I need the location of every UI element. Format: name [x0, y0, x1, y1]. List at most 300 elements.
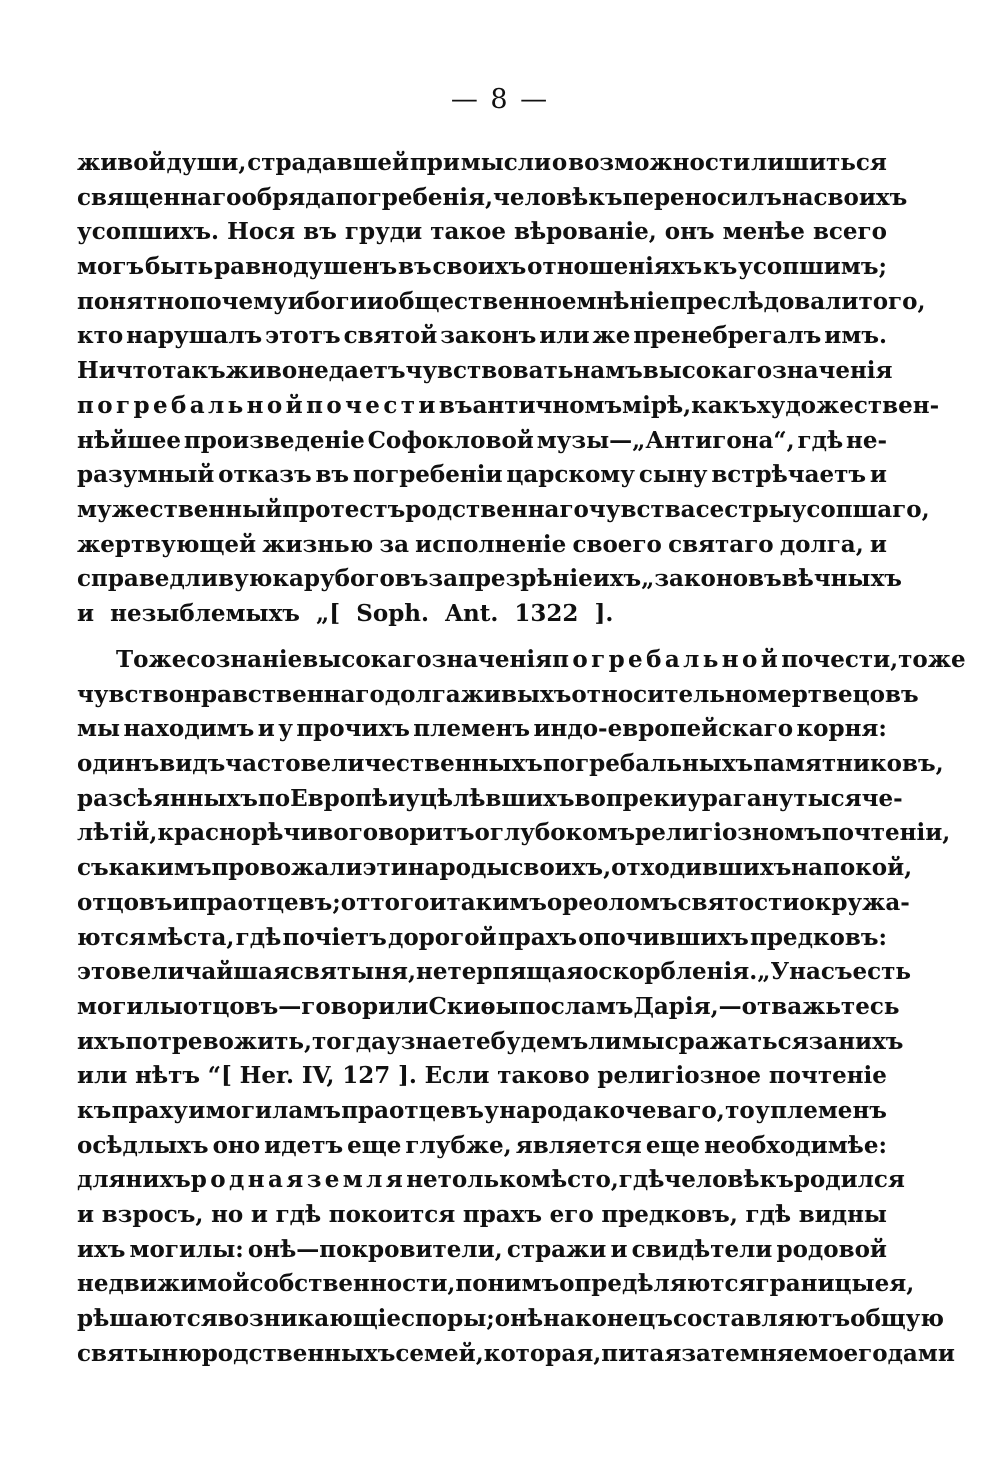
word: значенія	[772, 357, 893, 385]
word: которая,	[483, 1339, 602, 1367]
word: сражаться	[664, 1027, 809, 1055]
word: у	[484, 1096, 499, 1124]
text-line	[77, 562, 902, 597]
word: часто	[225, 750, 301, 778]
word: такимъ	[446, 888, 547, 916]
word: произведеніе	[183, 426, 365, 454]
word: такъ	[162, 357, 226, 385]
word: оно	[212, 1131, 261, 1159]
word: о	[474, 819, 490, 847]
word: прахъ	[462, 1201, 543, 1228]
word: и	[77, 1201, 95, 1228]
word: вопреки	[574, 784, 688, 812]
word: имъ.	[824, 322, 887, 350]
word: разсѣянныхъ	[77, 784, 258, 812]
word: къ	[703, 253, 738, 281]
word: для	[77, 1166, 126, 1194]
word: не	[406, 1166, 438, 1194]
word: границы	[755, 1270, 875, 1298]
word: мнѣніе	[576, 287, 670, 315]
word: составляютъ	[672, 1305, 851, 1333]
text-line	[77, 990, 900, 1025]
word: еще	[645, 1131, 701, 1159]
word: то	[725, 1096, 755, 1124]
word: Европѣ	[290, 784, 389, 812]
word: необходимѣе:	[704, 1131, 887, 1159]
word: равнодушенъ	[214, 253, 398, 281]
word: не	[416, 958, 448, 986]
word: урагану	[687, 784, 794, 812]
text-line	[77, 816, 951, 851]
text-line	[77, 389, 940, 424]
word: Дарія,—отважьтесь	[633, 992, 900, 1020]
word: но	[211, 1201, 244, 1228]
word: родился	[793, 1166, 905, 1194]
text-line	[77, 1129, 887, 1164]
word: усопшимъ;	[738, 253, 887, 281]
word: въ	[315, 461, 350, 489]
text-line	[77, 285, 926, 320]
word: религіозное	[597, 1062, 762, 1090]
word: онѣ	[494, 1305, 544, 1333]
word: кочеваго,	[593, 1096, 725, 1124]
word: тысяче-	[793, 784, 903, 812]
word: ].	[397, 1062, 417, 1090]
page-number: — 8 —	[450, 84, 550, 115]
word: есть	[852, 958, 912, 986]
word: художествен-	[756, 391, 940, 419]
word: мы	[77, 715, 121, 743]
text-line	[77, 851, 913, 886]
word: презрѣніе	[458, 565, 593, 593]
word: даетъ	[328, 357, 406, 385]
word: насъ	[789, 958, 853, 986]
text-line	[77, 678, 919, 713]
word: чувства	[588, 495, 696, 523]
word: „У	[757, 958, 790, 986]
word: уцѣлѣвшихъ	[405, 784, 575, 812]
word: пренебрегалъ	[633, 322, 822, 350]
text-line	[77, 782, 903, 817]
word: почтеніи,	[821, 819, 951, 847]
word: души,	[166, 149, 247, 176]
word: Нося	[227, 218, 296, 246]
word: величайшая	[120, 958, 290, 986]
text-line	[77, 886, 910, 921]
word: краснорѣчиво	[157, 819, 349, 847]
word: нѣйшее	[77, 426, 182, 454]
word: боги	[304, 287, 367, 315]
word: ореоломъ	[546, 888, 678, 916]
word: обряда	[241, 183, 336, 211]
word: Her.	[239, 1062, 295, 1090]
word: у	[278, 715, 293, 743]
word: значенія	[431, 646, 553, 673]
word: живыхъ	[460, 680, 572, 708]
word: и	[77, 599, 95, 627]
word: гдѣ	[235, 923, 282, 951]
word: праотцевъ	[341, 1096, 484, 1124]
word: и	[257, 715, 275, 743]
word: этотъ	[265, 322, 341, 350]
word: мы	[621, 1027, 665, 1055]
word: жертвующей	[77, 530, 257, 558]
word: человѣкъ	[664, 1166, 794, 1194]
word: у	[755, 1096, 770, 1124]
word: “[	[207, 1062, 232, 1090]
word: 1322	[514, 599, 579, 627]
word: нравственнаго	[184, 680, 385, 708]
word: какъ	[691, 391, 757, 419]
word: не-	[845, 426, 887, 454]
word: въ	[438, 391, 473, 419]
word: отношеніяхъ	[527, 253, 703, 281]
word: священнаго	[77, 183, 242, 211]
word: таково	[497, 1062, 590, 1090]
word: по	[257, 784, 291, 812]
word: гдѣ	[275, 1201, 322, 1228]
word: отцовъ—говорили	[182, 992, 429, 1020]
word: и	[366, 287, 384, 315]
word: же	[148, 646, 187, 673]
word: лѣтій,	[77, 819, 158, 847]
word: кто	[77, 322, 124, 350]
text-line	[77, 1198, 887, 1233]
word: почести,	[781, 646, 899, 673]
word: покой,	[822, 854, 913, 882]
word: провожали	[211, 854, 363, 882]
word: это	[77, 958, 121, 986]
word: понятно	[77, 287, 190, 315]
word: глубокомъ	[489, 819, 636, 847]
word: святыню	[77, 1339, 202, 1367]
word: исполненіе	[415, 530, 567, 558]
word: мысли	[460, 149, 552, 176]
word: сознаніе	[186, 646, 303, 673]
word: Если	[424, 1062, 490, 1090]
word: кару	[272, 565, 335, 593]
word: племенъ	[770, 1096, 887, 1124]
word: съ	[77, 854, 109, 882]
word: долга	[384, 680, 461, 708]
word: за	[428, 565, 459, 593]
word: терпящая	[447, 958, 584, 986]
word: праху	[111, 1096, 188, 1124]
word: античномъ	[472, 391, 623, 419]
word: опочившихъ	[578, 923, 749, 951]
word: погребальной	[77, 391, 307, 419]
word: еще	[347, 1131, 402, 1159]
word: идетъ	[264, 1131, 344, 1159]
word: сыну	[638, 461, 708, 489]
word: Soph.	[356, 599, 430, 627]
word: лишиться	[751, 149, 887, 176]
word: и	[869, 530, 887, 558]
word: музы—„Антигона“,	[536, 426, 795, 454]
text-line	[77, 215, 887, 250]
word: или	[77, 1062, 128, 1090]
word: является	[515, 1131, 642, 1159]
word: Ничто	[77, 357, 163, 385]
word: намъ	[573, 357, 643, 385]
text-line	[77, 1337, 955, 1372]
text-line	[77, 319, 887, 354]
word: и	[610, 1235, 628, 1263]
word: протестъ	[282, 495, 406, 523]
word: при	[409, 149, 460, 176]
word: какимъ	[108, 854, 212, 882]
word: ихъ	[77, 1235, 126, 1263]
word: на	[781, 183, 814, 211]
word: чувство	[77, 680, 185, 708]
word: земля	[306, 1166, 407, 1194]
text-line	[77, 458, 887, 493]
word: предковъ,	[601, 1201, 738, 1228]
word: почтеніе	[768, 1062, 887, 1090]
word: дорогой	[388, 923, 497, 951]
word: менѣе	[722, 218, 805, 246]
word: святаго	[668, 530, 774, 558]
word: святой	[343, 322, 438, 350]
word: народы	[407, 854, 510, 882]
word: справедливую	[77, 565, 273, 593]
word: мѣста,	[147, 923, 235, 951]
word: за	[379, 530, 409, 558]
word: праотцевъ;	[189, 888, 341, 916]
word: своихъ	[432, 253, 527, 281]
word: общую	[850, 1305, 944, 1333]
word: вѣрованіе,	[514, 218, 657, 246]
word: индо-европейскаго	[533, 715, 794, 743]
word: гдѣ	[745, 1201, 792, 1228]
text-line	[77, 250, 887, 285]
word: осѣдлыхъ	[77, 1131, 209, 1159]
word: ихъ	[77, 1027, 126, 1055]
text-line	[77, 1059, 887, 1094]
word: погребеніи	[352, 461, 503, 489]
word: питая	[601, 1339, 682, 1367]
text-line	[77, 146, 887, 181]
word: общественное	[383, 287, 577, 315]
word: на	[791, 854, 823, 882]
text-line	[77, 424, 887, 459]
word: гдѣ	[618, 1166, 665, 1194]
word: нихъ	[838, 1027, 904, 1055]
word: почести	[306, 391, 439, 419]
word: затемняемое	[681, 1339, 859, 1367]
word: переносилъ	[622, 183, 782, 211]
word: жизнью	[262, 530, 374, 558]
word: живо	[225, 357, 298, 385]
word: же	[927, 646, 966, 673]
word: родственнаго	[405, 495, 589, 523]
word: мірѣ,	[622, 391, 692, 419]
word: и	[250, 1201, 268, 1228]
word: предковъ:	[750, 923, 887, 951]
word: возникающіе	[217, 1305, 401, 1333]
word: онъ	[664, 218, 715, 246]
word: отходившихъ	[611, 854, 792, 882]
word: нимъ	[487, 1270, 560, 1298]
word: страдавшей	[247, 149, 410, 176]
word: могиламъ	[205, 1096, 341, 1124]
paragraph-2	[77, 643, 966, 1371]
word: мужественный	[77, 495, 283, 523]
word: въ	[397, 253, 432, 281]
word: Софокловой	[367, 426, 534, 454]
word: царскому	[506, 461, 635, 489]
word: святости	[677, 888, 800, 916]
word: религіозномъ	[635, 819, 822, 847]
word: корня:	[796, 715, 887, 743]
word: опредѣляются	[559, 1270, 756, 1298]
text-line	[77, 712, 887, 747]
word: и	[287, 287, 305, 315]
word: окружа-	[799, 888, 910, 916]
word: вѣчныхъ	[781, 565, 902, 593]
word: рѣшаются	[77, 1305, 218, 1333]
word: по	[455, 1270, 488, 1298]
word: отказъ	[218, 461, 312, 489]
text-line	[77, 354, 893, 389]
word: или	[539, 322, 590, 350]
word: „[	[316, 599, 341, 627]
word: посламъ	[518, 992, 634, 1020]
word: То	[116, 646, 149, 673]
word: ются	[77, 923, 146, 951]
word: взросъ,	[101, 1201, 204, 1228]
word: быть	[144, 253, 214, 281]
word: споры;	[400, 1305, 495, 1333]
text-line	[77, 747, 944, 782]
word: могилы:	[129, 1235, 244, 1263]
word: почіетъ	[282, 923, 387, 951]
word: своихъ,	[509, 854, 612, 882]
word: ли	[588, 1027, 622, 1055]
word: законъ	[440, 322, 537, 350]
word: груди	[344, 218, 423, 246]
word: того,	[858, 287, 926, 315]
word: живой	[77, 149, 166, 176]
word: то	[898, 646, 928, 673]
word: родовой	[776, 1235, 887, 1263]
word: глубже,	[405, 1131, 512, 1159]
word: высокаго	[302, 646, 432, 673]
word: IV,	[301, 1062, 335, 1090]
word: въ	[303, 218, 337, 246]
word: свидѣтели	[631, 1235, 773, 1263]
word: и	[388, 784, 406, 812]
word: относительно	[571, 680, 758, 708]
word: памятниковъ,	[753, 750, 944, 778]
word: народа	[499, 1096, 593, 1124]
word: высокаго	[642, 357, 773, 385]
word: нѣтъ	[135, 1062, 201, 1090]
word: стражи	[506, 1235, 607, 1263]
word: отцовъ	[77, 888, 173, 916]
word: возможности	[568, 149, 751, 176]
word: Ant.	[445, 599, 499, 627]
word: могъ	[77, 253, 145, 281]
word: тогда	[312, 1027, 386, 1055]
text-line	[77, 597, 887, 632]
word: наконецъ	[543, 1305, 673, 1333]
word: погребальныхъ	[542, 750, 754, 778]
word: погребальной	[552, 646, 782, 673]
word: нихъ	[125, 1166, 191, 1194]
word: мертвецовъ	[757, 680, 919, 708]
word: незыблемыхъ	[110, 599, 300, 627]
text-line	[77, 1267, 915, 1302]
word: святыня,	[289, 958, 417, 986]
word: оскорбленія.	[583, 958, 758, 986]
word: и	[869, 461, 887, 489]
word: же	[592, 322, 631, 350]
word: и	[188, 1096, 206, 1124]
word: своихъ	[813, 183, 908, 211]
word: своего	[572, 530, 662, 558]
word: и	[429, 888, 447, 916]
word: годами	[858, 1339, 955, 1367]
word: родная	[190, 1166, 307, 1194]
word: 127	[342, 1062, 391, 1090]
word: не	[297, 357, 329, 385]
word: покоится	[328, 1201, 456, 1228]
word: потревожить,	[125, 1027, 313, 1055]
word: почему	[189, 287, 288, 315]
word: нарушалъ	[126, 322, 263, 350]
word: узнаете	[385, 1027, 491, 1055]
word: о	[551, 149, 568, 176]
word: разумный	[77, 461, 215, 489]
word: ].	[594, 599, 614, 627]
word: будемъ	[490, 1027, 589, 1055]
word: его	[549, 1201, 594, 1228]
word: видъ	[159, 750, 226, 778]
word: прахъ	[497, 923, 578, 951]
word: усопшаго,	[791, 495, 930, 523]
text-line	[77, 528, 887, 563]
word: боговъ	[334, 565, 429, 593]
word: одинъ	[77, 750, 160, 778]
word: племенъ	[413, 715, 531, 743]
word: ихъ	[592, 565, 642, 593]
word: Скиѳы	[428, 992, 519, 1020]
word: семей,	[395, 1339, 484, 1367]
text-line	[77, 1302, 944, 1337]
word: гдѣ	[797, 426, 844, 454]
word: человѣкъ	[493, 183, 623, 211]
word: мѣсто,	[531, 1166, 619, 1194]
word: погребенія,	[335, 183, 494, 211]
word: къ	[77, 1096, 112, 1124]
word: преслѣдовали	[669, 287, 859, 315]
word: величественныхъ	[300, 750, 543, 778]
word: онѣ—покровители,	[247, 1235, 503, 1263]
word: „законовъ	[641, 565, 782, 593]
text-line	[77, 1025, 904, 1060]
word: могилы	[77, 992, 183, 1020]
text-line	[77, 1094, 887, 1129]
word: всего	[812, 218, 887, 246]
word: встрѣчаетъ	[711, 461, 867, 489]
paragraph-1	[77, 146, 940, 632]
word: видны	[798, 1201, 887, 1228]
word: и	[172, 888, 190, 916]
text-line	[77, 955, 912, 990]
text-line	[77, 493, 930, 528]
word: долга,	[779, 530, 864, 558]
